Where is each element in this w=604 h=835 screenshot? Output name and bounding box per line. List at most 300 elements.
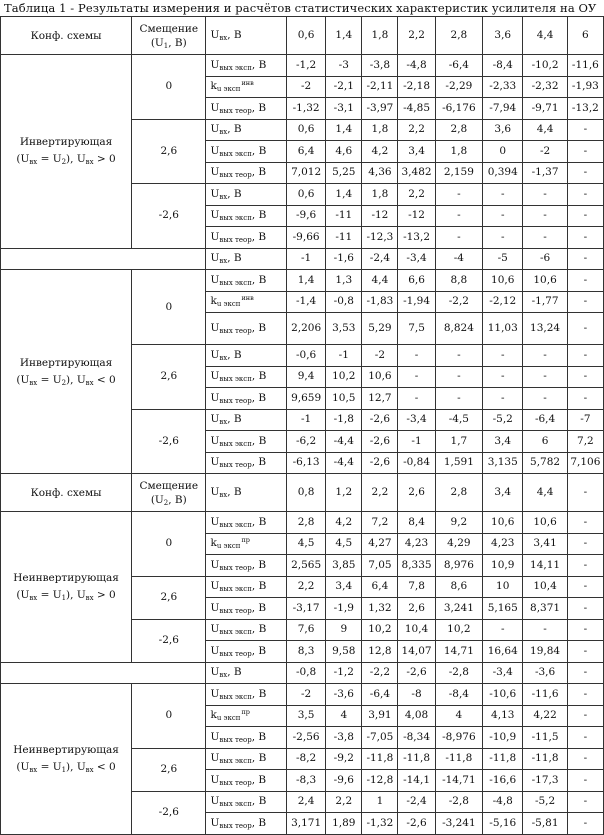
value-cell: 9,4 bbox=[286, 366, 325, 388]
row-label-uteor bbox=[206, 162, 287, 184]
value-cell: 8,371 bbox=[523, 598, 567, 620]
value-cell: - bbox=[435, 366, 482, 388]
value-cell: -10,9 bbox=[483, 727, 523, 749]
label-tail: , В bbox=[227, 187, 242, 200]
row-label-k_inv bbox=[206, 76, 287, 98]
label-subscript: вх bbox=[219, 491, 228, 499]
value-cell: 1,89 bbox=[326, 813, 362, 835]
value-cell: -2,11 bbox=[362, 76, 398, 98]
value-cell: -7 bbox=[567, 409, 603, 431]
row-label-k_inv bbox=[206, 291, 287, 313]
value-cell: 3,241 bbox=[435, 598, 482, 620]
value-cell: 10,6 bbox=[483, 270, 523, 292]
value-cell: 3,4 bbox=[398, 141, 435, 163]
value-cell: -11 bbox=[326, 205, 362, 227]
header-offset-unit bbox=[134, 36, 203, 50]
value-cell: 3,5 bbox=[286, 705, 325, 727]
value-cell: 8,3 bbox=[286, 641, 325, 663]
value-cell: - bbox=[567, 533, 603, 555]
label-main: U bbox=[210, 209, 220, 222]
label-tail: , В bbox=[251, 273, 267, 286]
cond-sub: вх bbox=[85, 765, 94, 774]
label-superscript: пр bbox=[241, 536, 250, 545]
value-cell: -1,4 bbox=[286, 291, 325, 313]
value-cell: 1,8 bbox=[435, 141, 482, 163]
value-cell: 8,4 bbox=[398, 512, 435, 534]
value-cell: -11,8 bbox=[435, 748, 482, 770]
cond-part: ), U bbox=[66, 373, 86, 386]
header-offset-unit bbox=[134, 493, 203, 507]
value-cell: 6 bbox=[567, 17, 603, 55]
value-cell: - bbox=[523, 366, 567, 388]
value-cell: -8,976 bbox=[435, 727, 482, 749]
value-cell: -11,8 bbox=[362, 748, 398, 770]
label-subscript: вых теор bbox=[219, 461, 252, 470]
value-cell: -1,2 bbox=[286, 55, 325, 77]
value-cell: 10,2 bbox=[326, 366, 362, 388]
value-cell: - bbox=[567, 748, 603, 770]
label-main: U bbox=[210, 144, 220, 157]
table-row bbox=[1, 512, 604, 534]
value-cell: -7,94 bbox=[483, 98, 523, 120]
row-label-uteor bbox=[206, 770, 287, 792]
label-tail: , В bbox=[251, 101, 267, 114]
value-cell: -0,6 bbox=[286, 345, 325, 367]
section-header-row bbox=[1, 17, 604, 55]
row-label-uin bbox=[206, 345, 287, 367]
value-cell: -0,8 bbox=[286, 662, 325, 684]
label-tail: , В bbox=[227, 666, 242, 679]
value-cell: - bbox=[398, 366, 435, 388]
label-tail: , В bbox=[251, 144, 267, 157]
value-cell: - bbox=[523, 388, 567, 410]
row-label-uexp bbox=[206, 619, 287, 641]
value-cell: - bbox=[567, 270, 603, 292]
value-cell: - bbox=[435, 205, 482, 227]
separator-uin-row bbox=[1, 248, 604, 270]
label-main: U bbox=[210, 230, 220, 243]
value-cell: 2,2 bbox=[398, 119, 435, 141]
cond-sub: вх bbox=[29, 158, 38, 167]
value-cell: 1,4 bbox=[326, 119, 362, 141]
value-cell: - bbox=[567, 366, 603, 388]
row-label-uexp bbox=[206, 55, 287, 77]
label-subscript: вых эксп bbox=[219, 63, 252, 72]
value-cell: -5,2 bbox=[483, 409, 523, 431]
cond-sub: вх bbox=[29, 593, 38, 602]
label-tail: , В bbox=[251, 370, 267, 383]
value-cell: - bbox=[483, 184, 523, 206]
value-cell: -1 bbox=[286, 248, 325, 270]
cond-part: > 0 bbox=[93, 588, 116, 601]
header-konf: Конф. схемы bbox=[1, 474, 132, 512]
label-tail: , В bbox=[251, 752, 267, 765]
value-cell: -1 bbox=[286, 409, 325, 431]
value-cell: - bbox=[523, 205, 567, 227]
label-tail: , В bbox=[251, 515, 267, 528]
row-label-uin bbox=[206, 248, 287, 270]
value-cell: -8,3 bbox=[286, 770, 325, 792]
value-cell: -3,8 bbox=[326, 727, 362, 749]
unit-tail: , В) bbox=[168, 36, 187, 49]
scheme-condition bbox=[3, 587, 129, 604]
value-cell: 2,8 bbox=[435, 119, 482, 141]
value-cell: - bbox=[567, 248, 603, 270]
value-cell: -6,4 bbox=[362, 684, 398, 706]
label-superscript: пр bbox=[241, 708, 250, 717]
value-cell: 9 bbox=[326, 619, 362, 641]
value-cell: -13,2 bbox=[567, 98, 603, 120]
value-cell: - bbox=[567, 162, 603, 184]
row-label-uteor bbox=[206, 813, 287, 835]
table-row bbox=[1, 55, 604, 77]
table-row bbox=[1, 684, 604, 706]
label-subscript: вых теор bbox=[219, 327, 252, 335]
value-cell: -1,93 bbox=[567, 76, 603, 98]
value-cell: -2 bbox=[286, 76, 325, 98]
label-tail: , В bbox=[251, 580, 267, 593]
value-cell: -4,8 bbox=[398, 55, 435, 77]
label-main: U bbox=[210, 58, 220, 71]
value-cell: 9,2 bbox=[435, 512, 482, 534]
header-offset bbox=[132, 474, 206, 512]
value-cell: -4,4 bbox=[326, 431, 362, 453]
value-cell: 7,5 bbox=[398, 313, 435, 345]
value-cell: -3,4 bbox=[398, 409, 435, 431]
value-cell: -2,2 bbox=[362, 662, 398, 684]
value-cell: -1,9 bbox=[326, 598, 362, 620]
value-cell: -2 bbox=[523, 141, 567, 163]
value-cell: 1,32 bbox=[362, 598, 398, 620]
value-cell: -1 bbox=[326, 345, 362, 367]
label-tail: , В bbox=[227, 348, 242, 361]
value-cell: -17,3 bbox=[523, 770, 567, 792]
offset-cell: 2,6 bbox=[132, 748, 206, 791]
value-cell: - bbox=[483, 619, 523, 641]
value-cell: 4,5 bbox=[286, 533, 325, 555]
label-subscript: вых эксп bbox=[219, 692, 252, 701]
label-subscript: вх bbox=[219, 257, 228, 266]
value-cell: - bbox=[483, 388, 523, 410]
label-main: U bbox=[210, 252, 220, 265]
cond-part: ), U bbox=[66, 760, 86, 773]
label-main: U bbox=[210, 515, 220, 528]
value-cell: 3,4 bbox=[326, 576, 362, 598]
value-cell: - bbox=[483, 205, 523, 227]
scheme-name: Инвертирующая bbox=[19, 136, 113, 149]
value-cell: 14,71 bbox=[435, 641, 482, 663]
value-cell: 3,91 bbox=[362, 705, 398, 727]
value-cell: -12,8 bbox=[362, 770, 398, 792]
label-subscript: вых эксп bbox=[219, 628, 252, 637]
value-cell: 4,23 bbox=[398, 533, 435, 555]
value-cell: 2,2 bbox=[398, 184, 435, 206]
value-cell: 4,4 bbox=[523, 474, 567, 512]
value-cell: - bbox=[567, 345, 603, 367]
value-cell: 4 bbox=[435, 705, 482, 727]
value-cell: 2,2 bbox=[326, 791, 362, 813]
value-cell: 1,7 bbox=[435, 431, 482, 453]
value-cell: -2 bbox=[286, 684, 325, 706]
value-cell: - bbox=[483, 345, 523, 367]
label-tail: , В bbox=[227, 29, 242, 41]
label-subscript: вых теор bbox=[219, 649, 252, 658]
value-cell: -2,56 bbox=[286, 727, 325, 749]
offset-cell: 0 bbox=[132, 512, 206, 577]
value-cell: 7,2 bbox=[362, 512, 398, 534]
value-cell: 6,6 bbox=[398, 270, 435, 292]
row-label-uteor bbox=[206, 98, 287, 120]
value-cell: 4 bbox=[326, 705, 362, 727]
label-tail: , В bbox=[251, 230, 267, 243]
row-label-uexp bbox=[206, 141, 287, 163]
value-cell: -2,18 bbox=[398, 76, 435, 98]
label-subscript: u эксп bbox=[216, 300, 241, 309]
value-cell: 1 bbox=[362, 791, 398, 813]
label-subscript: вых теор bbox=[219, 606, 252, 615]
label-subscript: вых теор bbox=[219, 171, 252, 180]
value-cell: 1,4 bbox=[286, 270, 325, 292]
value-cell: -1,37 bbox=[523, 162, 567, 184]
value-cell: 10,6 bbox=[523, 270, 567, 292]
value-cell: -1,8 bbox=[326, 409, 362, 431]
value-cell: - bbox=[435, 388, 482, 410]
label-subscript: вых эксп bbox=[219, 149, 252, 158]
value-cell: 12,8 bbox=[362, 641, 398, 663]
row-label-uteor bbox=[206, 452, 287, 474]
cond-part: (U bbox=[16, 153, 30, 166]
value-cell: -11,8 bbox=[483, 748, 523, 770]
value-cell: -9,71 bbox=[523, 98, 567, 120]
unit-subscript: 2 bbox=[163, 498, 169, 507]
cond-part: (U bbox=[16, 588, 30, 601]
value-cell: -2,8 bbox=[435, 791, 482, 813]
value-cell: -11 bbox=[326, 227, 362, 249]
value-cell: -3 bbox=[326, 55, 362, 77]
cond-part: (U bbox=[16, 760, 30, 773]
scheme-condition bbox=[3, 759, 129, 776]
row-label-uin bbox=[206, 662, 287, 684]
value-cell: 16,64 bbox=[483, 641, 523, 663]
value-cell: - bbox=[567, 598, 603, 620]
value-cell: - bbox=[523, 345, 567, 367]
row-label-uteor bbox=[206, 227, 287, 249]
value-cell: - bbox=[523, 227, 567, 249]
value-cell: 4,4 bbox=[362, 270, 398, 292]
row-label-k_pr bbox=[206, 533, 287, 555]
value-cell: 7,05 bbox=[362, 555, 398, 577]
row-label-uteor bbox=[206, 598, 287, 620]
label-subscript: вых теор bbox=[219, 735, 252, 744]
row-label-uexp bbox=[206, 512, 287, 534]
section-header-row bbox=[1, 474, 604, 512]
value-cell: 2,6 bbox=[398, 598, 435, 620]
row-label-uin bbox=[206, 184, 287, 206]
row-label-uexp bbox=[206, 791, 287, 813]
value-cell: 2,4 bbox=[286, 791, 325, 813]
value-cell: - bbox=[567, 684, 603, 706]
scheme-cell bbox=[1, 512, 132, 663]
value-cell: -14,71 bbox=[435, 770, 482, 792]
label-tail: , В bbox=[251, 58, 267, 71]
value-cell: 10,2 bbox=[362, 619, 398, 641]
value-cell: 4,2 bbox=[326, 512, 362, 534]
label-main: U bbox=[210, 101, 220, 114]
value-cell: 0,8 bbox=[286, 474, 325, 512]
value-cell: 6 bbox=[523, 431, 567, 453]
value-cell: 4,4 bbox=[523, 119, 567, 141]
value-cell: -11,6 bbox=[567, 55, 603, 77]
label-tail: , В bbox=[251, 434, 267, 447]
cond-part: = U bbox=[37, 588, 62, 601]
label-tail: , В bbox=[251, 687, 267, 700]
label-tail: , В bbox=[251, 601, 267, 614]
value-cell: - bbox=[567, 555, 603, 577]
value-cell: 2,206 bbox=[286, 313, 325, 345]
value-cell: -5,2 bbox=[523, 791, 567, 813]
offset-cell: -2,6 bbox=[132, 791, 206, 834]
results-table-body bbox=[1, 17, 604, 835]
value-cell: - bbox=[567, 770, 603, 792]
cond-part: = U bbox=[37, 760, 62, 773]
cond-part: = U bbox=[37, 373, 62, 386]
value-cell: -2,33 bbox=[483, 76, 523, 98]
value-cell: -12,3 bbox=[362, 227, 398, 249]
row-label-uexp bbox=[206, 270, 287, 292]
value-cell: -5,81 bbox=[523, 813, 567, 835]
label-subscript: вых теор bbox=[219, 821, 252, 830]
label-subscript: вых эксп bbox=[219, 585, 252, 594]
label-main: U bbox=[210, 322, 220, 334]
value-cell: 3,6 bbox=[483, 17, 523, 55]
value-cell: 0 bbox=[483, 141, 523, 163]
value-cell: 8,824 bbox=[435, 313, 482, 345]
value-cell: -6,176 bbox=[435, 98, 482, 120]
label-tail: , В bbox=[251, 816, 267, 829]
offset-cell: 0 bbox=[132, 270, 206, 345]
cond-sub: вх bbox=[85, 378, 94, 387]
value-cell: 10 bbox=[483, 576, 523, 598]
value-cell: 7,2 bbox=[567, 431, 603, 453]
label-tail: , В bbox=[251, 558, 267, 571]
row-label-uin bbox=[206, 119, 287, 141]
label-main: U bbox=[210, 730, 220, 743]
value-cell: -1,83 bbox=[362, 291, 398, 313]
label-main: U bbox=[210, 580, 220, 593]
value-cell: 4,08 bbox=[398, 705, 435, 727]
value-cell: -5 bbox=[483, 248, 523, 270]
value-cell: -16,6 bbox=[483, 770, 523, 792]
value-cell: -1,32 bbox=[362, 813, 398, 835]
value-cell: 2,6 bbox=[398, 474, 435, 512]
label-tail: , В bbox=[251, 209, 267, 222]
label-tail: , В bbox=[227, 123, 242, 136]
value-cell: 1,4 bbox=[326, 184, 362, 206]
offset-cell: 2,6 bbox=[132, 345, 206, 410]
value-cell: - bbox=[523, 184, 567, 206]
header-offset bbox=[132, 17, 206, 55]
cond-sub: 2 bbox=[61, 378, 67, 387]
unit-main: (U bbox=[150, 36, 164, 49]
value-cell: -14,1 bbox=[398, 770, 435, 792]
label-main: U bbox=[210, 623, 220, 636]
label-subscript: вых теор bbox=[219, 563, 252, 572]
value-cell: -2,1 bbox=[326, 76, 362, 98]
value-cell: 0,6 bbox=[286, 17, 325, 55]
label-tail: , В bbox=[227, 252, 242, 265]
row-label-uin bbox=[206, 474, 287, 512]
value-cell: -2,4 bbox=[398, 791, 435, 813]
value-cell: 2,8 bbox=[286, 512, 325, 534]
value-cell: 2,159 bbox=[435, 162, 482, 184]
value-cell: 3,135 bbox=[483, 452, 523, 474]
label-subscript: u эксп bbox=[216, 542, 241, 551]
value-cell: -4,8 bbox=[483, 791, 523, 813]
value-cell: 5,29 bbox=[362, 313, 398, 345]
value-cell: -2,4 bbox=[362, 248, 398, 270]
label-main: U bbox=[210, 687, 220, 700]
value-cell: -5,16 bbox=[483, 813, 523, 835]
label-subscript: вых эксп bbox=[219, 520, 252, 529]
label-main: U bbox=[210, 434, 220, 447]
value-cell: 3,482 bbox=[398, 162, 435, 184]
value-cell: 2,2 bbox=[398, 17, 435, 55]
value-cell: 6,4 bbox=[286, 141, 325, 163]
cond-sub: 1 bbox=[61, 593, 67, 602]
value-cell: - bbox=[523, 619, 567, 641]
value-cell: -2,29 bbox=[435, 76, 482, 98]
value-cell: -1,2 bbox=[326, 662, 362, 684]
value-cell: 9,659 bbox=[286, 388, 325, 410]
value-cell: -2,12 bbox=[483, 291, 523, 313]
unit-subscript: 1 bbox=[163, 41, 169, 50]
value-cell: 5,25 bbox=[326, 162, 362, 184]
label-main: U bbox=[210, 348, 220, 361]
cond-part: > 0 bbox=[93, 153, 116, 166]
value-cell: 4,2 bbox=[362, 141, 398, 163]
label-main: U bbox=[210, 273, 220, 286]
value-cell: 14,11 bbox=[523, 555, 567, 577]
value-cell: 1,591 bbox=[435, 452, 482, 474]
value-cell: - bbox=[483, 366, 523, 388]
value-cell: 9,58 bbox=[326, 641, 362, 663]
offset-cell: -2,6 bbox=[132, 619, 206, 662]
label-subscript: u эксп bbox=[216, 85, 241, 94]
label-main: k bbox=[210, 295, 217, 308]
value-cell: 19,84 bbox=[523, 641, 567, 663]
row-label-uexp bbox=[206, 576, 287, 598]
label-subscript: вых эксп bbox=[219, 375, 252, 384]
value-cell: 8,8 bbox=[435, 270, 482, 292]
row-label-uin bbox=[206, 17, 287, 55]
label-main: U bbox=[210, 644, 220, 657]
row-label-k_pr bbox=[206, 705, 287, 727]
value-cell: -2,6 bbox=[362, 431, 398, 453]
table-row bbox=[1, 270, 604, 292]
value-cell: - bbox=[398, 388, 435, 410]
label-main: k bbox=[210, 537, 217, 550]
value-cell: - bbox=[435, 184, 482, 206]
value-cell: - bbox=[567, 388, 603, 410]
offset-cell: 2,6 bbox=[132, 119, 206, 184]
value-cell: -7,05 bbox=[362, 727, 398, 749]
value-cell: - bbox=[567, 619, 603, 641]
label-subscript: вых теор bbox=[219, 396, 252, 405]
label-subscript: вых теор bbox=[219, 106, 252, 115]
cond-sub: вх bbox=[29, 378, 38, 387]
value-cell: - bbox=[567, 727, 603, 749]
label-subscript: u эксп bbox=[216, 714, 241, 723]
